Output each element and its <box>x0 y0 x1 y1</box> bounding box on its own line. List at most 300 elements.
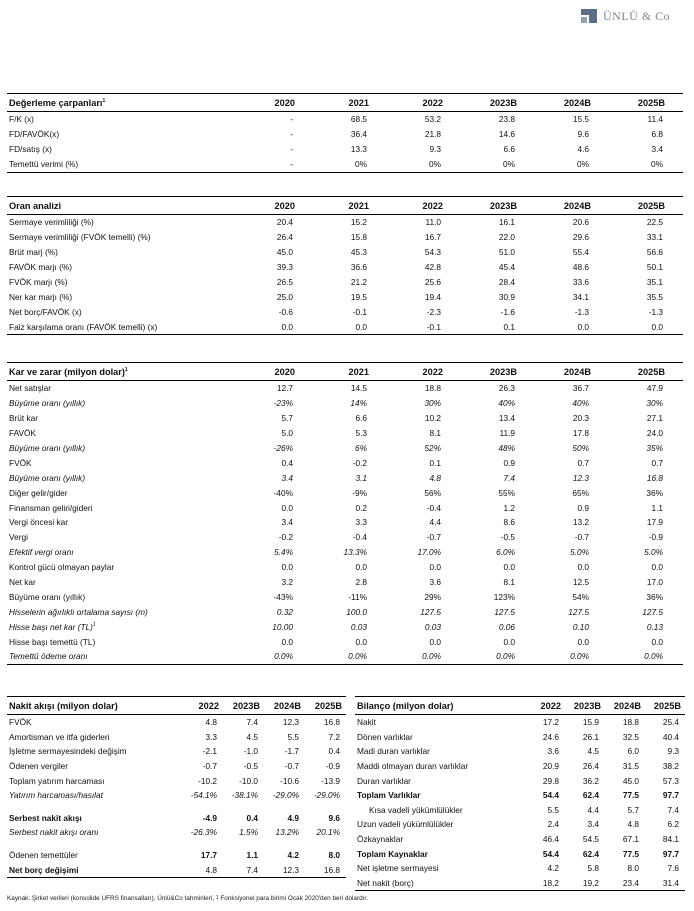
pnl-cell: 36% <box>646 487 663 498</box>
pnl-cell: 17.9 <box>646 517 663 528</box>
balance-row <box>355 715 685 730</box>
ratios-cell: -0.1 <box>352 306 367 317</box>
pnl-cell: 6.0% <box>496 547 515 558</box>
pnl-row <box>7 604 683 619</box>
pnl-cell: 123% <box>493 591 515 602</box>
pnl-cell: -0.7 <box>426 532 441 543</box>
pnl-cell: -23% <box>273 398 293 409</box>
ratios-row-label: Sermaye verimliliği (FVÖK temelli) (%) <box>9 232 151 243</box>
pnl-row-label: Hisse başı net kar (TL)$^1$ <box>9 621 96 632</box>
pnl-cell: 29% <box>424 591 441 602</box>
valuation-row-label: Temettü verimi (%) <box>7 157 239 172</box>
valuation-cell: 6.6 <box>503 144 515 155</box>
pnl-cell: 8.1 <box>503 577 515 588</box>
pnl-row <box>7 485 683 500</box>
valuation-cell: - <box>290 114 293 125</box>
pnl-cell: -0.5 <box>500 532 515 543</box>
spacer-cell <box>7 803 346 811</box>
cashflow-year-header: 2025B <box>305 697 346 715</box>
pnl-cell: 12.3 <box>572 472 589 483</box>
pnl-cell: 17.8 <box>572 428 589 439</box>
balance-row <box>355 817 685 832</box>
balance-cell: 3.4 <box>587 819 599 830</box>
pnl-row <box>7 545 683 560</box>
balance-row <box>355 876 685 891</box>
balance-cell: 7.4 <box>667 804 679 815</box>
pnl-row <box>7 589 683 604</box>
pnl-cell: 30% <box>646 398 663 409</box>
pnl-cell: 3.6 <box>429 577 441 588</box>
pnl-row <box>7 411 683 426</box>
pnl-cell: 0.0 <box>429 562 441 573</box>
valuation-header-row <box>7 94 683 112</box>
pnl-cell: 26.3 <box>498 383 515 394</box>
pnl-cell: 0.0% <box>461 649 535 664</box>
balance-row-label: Toplam Varlıklar <box>357 790 421 801</box>
pnl-cell: 50% <box>572 443 589 453</box>
valuation-cell: 21.8 <box>424 129 441 140</box>
cashflow-cell: 12.3 <box>282 717 299 728</box>
ratios-row <box>7 215 683 230</box>
ratios-cell: 48.6 <box>572 262 589 273</box>
cashflow-row-label: Serbest nakit akışı oranı <box>9 827 99 838</box>
ratios-cell: 56.6 <box>646 247 663 258</box>
valuation-cell: 13.3 <box>350 144 367 155</box>
pnl-cell: 0.0% <box>313 649 387 664</box>
pnl-cell: 0.0 <box>355 636 367 647</box>
pnl-cell: 17.0 <box>646 577 663 588</box>
ratios-row-label: FVÖK marjı (%) <box>9 277 68 287</box>
ratios-cell: 11.0 <box>425 217 441 228</box>
ratios-row <box>7 260 683 275</box>
ratios-cell: -1.6 <box>500 306 515 317</box>
cashflow-cell: 9.6 <box>328 812 340 823</box>
pnl-cell: 6% <box>355 443 367 453</box>
pnl-cell: -0.2 <box>278 532 293 543</box>
pnl-row-label: Büyüme oranı (yıllık) <box>9 472 86 483</box>
ratios-cell: 45.3 <box>350 247 367 258</box>
pnl-cell: 56% <box>424 487 441 498</box>
cashflow-row-label: Ödenen temettüler <box>9 850 78 861</box>
valuation-row <box>7 157 683 172</box>
pnl-cell: 0.03 <box>350 621 367 632</box>
cashflow-cell: 7.2 <box>328 731 340 742</box>
pnl-cell: 5.7 <box>281 413 293 424</box>
ratios-year-header: 2023B <box>461 197 535 215</box>
balance-cell: 6.2 <box>667 819 679 830</box>
ratios-cell: 15.8 <box>350 232 367 243</box>
cashflow-year-header: 2024B <box>264 697 305 715</box>
pnl-cell: 5.0% <box>570 547 589 558</box>
footnote-text: Kaynak: Şirket verileri (konsolide UFRS finansalları), Ünlü&Co tahminleri, <box>7 895 215 902</box>
valuation-row <box>7 127 683 142</box>
cashflow-cell: -10.0 <box>239 775 258 786</box>
ratios-row-label: Brüt marj (%) <box>9 247 58 258</box>
pnl-cell: 0.0 <box>577 636 589 647</box>
valuation-year-header: 2020 <box>239 94 313 112</box>
pnl-cell: 24.0 <box>646 428 663 439</box>
cashflow-row-label: Amortisman ve itfa giderleri <box>9 731 110 742</box>
pnl-row <box>7 515 683 530</box>
pnl-cell: 5.0% <box>644 547 663 558</box>
balance-row-label: Kısa vadeli yükümlülükler <box>369 804 463 815</box>
valuation-cell: 14.6 <box>498 129 515 140</box>
ratios-cell: 28.4 <box>498 277 515 287</box>
pnl-cell: 0.0 <box>355 562 367 573</box>
balance-cell: 25.4 <box>662 717 679 728</box>
valuation-cell: 6.8 <box>651 129 663 140</box>
cashflow-year-header: 2023B <box>223 697 264 715</box>
ratios-cell: 15.2 <box>350 217 367 228</box>
balance-cell: 54.5 <box>582 834 599 845</box>
footnote-sup: 1 <box>215 895 219 901</box>
pnl-cell: 127.5 <box>494 606 515 617</box>
cashflow-cell: -10.2 <box>198 775 217 786</box>
balance-row <box>355 744 685 759</box>
balance-cell: 18.8 <box>622 717 639 728</box>
ratios-cell: 35.5 <box>646 291 663 302</box>
pnl-year-header: 2020 <box>239 363 313 381</box>
balance-cell: 97.7 <box>662 848 679 859</box>
pnl-row <box>7 426 683 441</box>
cashflow-cell: 1.5% <box>239 827 258 838</box>
pnl-row <box>7 649 683 664</box>
ratios-cell: -0.6 <box>278 306 293 317</box>
cashflow-cell: 16.8 <box>323 717 340 728</box>
balance-cell: 4.8 <box>627 819 639 830</box>
source-footnote <box>7 895 368 902</box>
cashflow-cell: -0.5 <box>243 761 258 772</box>
valuation-year-header: 2023B <box>461 94 535 112</box>
balance-cell: 31.4 <box>645 876 685 891</box>
balance-cell: 32.5 <box>622 731 639 742</box>
cashflow-row-label: Serbest nakit akışı <box>9 812 82 823</box>
pnl-cell: -0.2 <box>352 457 367 468</box>
pnl-row <box>7 530 683 545</box>
pnl-cell: 0.0 <box>503 636 515 647</box>
pnl-cell: 65% <box>572 487 589 498</box>
cashflow-row-label: Yatırım harcaması/hasılat <box>9 790 103 801</box>
pnl-row-label: Vergi öncesi kar <box>9 517 69 528</box>
ratios-cell: 30.9 <box>498 291 515 302</box>
ratios-year-header: 2021 <box>313 197 387 215</box>
cashflow-cell: 20.1% <box>316 827 340 838</box>
balance-cell: 5.8 <box>587 863 599 874</box>
valuation-year-header: 2024B <box>535 94 609 112</box>
balance-cell: 15.9 <box>582 717 599 728</box>
cashflow-cell: 3.3 <box>205 731 217 742</box>
pnl-row-label: FVÖK <box>9 457 32 468</box>
valuation-cell: 53.2 <box>424 114 441 125</box>
ratios-cell: 51.0 <box>498 247 515 258</box>
balance-cell: 26.1 <box>582 731 599 742</box>
pnl-row-label: Net satışlar <box>9 383 51 394</box>
cashflow-cell: 12.3 <box>264 862 305 877</box>
pnl-cell: 4.4 <box>429 517 441 528</box>
ratios-cell: 0.1 <box>461 319 535 334</box>
balance-row-label: Dönen varlıklar <box>357 731 413 742</box>
pnl-cell: 54% <box>572 591 589 602</box>
pnl-cell: 0.7 <box>577 457 589 468</box>
pnl-cell: 35% <box>646 443 663 453</box>
ratios-row-label: Sermaye verimliliği (%) <box>9 217 94 228</box>
valuation-year-header: 2022 <box>387 94 461 112</box>
ratios-row <box>7 319 683 334</box>
ratios-cell: -0.1 <box>387 319 461 334</box>
cashflow-cell: 7.4 <box>223 862 264 877</box>
balance-cell: 45.0 <box>622 775 639 786</box>
pnl-row-label: FAVÖK <box>9 428 37 439</box>
pnl-row <box>7 455 683 470</box>
pnl-cell: 47.9 <box>646 383 663 394</box>
valuation-cell: 3.4 <box>651 144 663 155</box>
spacer-row <box>7 840 346 848</box>
balance-row-label: Uzun vadeli yükümlülükler <box>357 819 454 830</box>
balance-cell: 6.0 <box>627 746 639 757</box>
balance-cell: 29.8 <box>542 775 559 786</box>
balance-cell: 84.1 <box>662 834 679 845</box>
cashflow-cell: -0.7 <box>284 761 299 772</box>
ratios-cell: 0.0 <box>535 319 609 334</box>
ratios-cell: -2.3 <box>426 306 441 317</box>
cashflow-cell: -0.9 <box>325 761 340 772</box>
brand-name: ÜNLÜ & Co <box>603 9 671 23</box>
ratios-cell: 35.1 <box>646 277 663 287</box>
pnl-cell: 0.0 <box>503 562 515 573</box>
ratios-cell: 25.6 <box>424 277 441 287</box>
pnl-cell: 18.8 <box>424 383 441 394</box>
pnl-cell: -0.4 <box>426 502 441 513</box>
ratios-row <box>7 289 683 304</box>
balance-title: Bilanço (milyon dolar) <box>355 697 525 715</box>
ratios-cell: 16.7 <box>424 232 441 243</box>
pnl-header-row <box>7 363 683 381</box>
pnl-row <box>7 381 683 396</box>
ratios-year-header: 2022 <box>387 197 461 215</box>
pnl-cell: 0.2 <box>355 502 367 513</box>
cashflow-row <box>7 773 346 788</box>
ratios-cell: 0.0 <box>239 319 313 334</box>
balance-cell: 2.4 <box>547 819 559 830</box>
pnl-row <box>7 560 683 575</box>
ratios-cell: 19.4 <box>424 291 441 302</box>
pnl-year-header: 2021 <box>313 363 387 381</box>
pnl-cell: -9% <box>352 487 367 498</box>
brand-logo <box>580 6 690 28</box>
balance-row-label: Maddi olmayan duran varlıklar <box>357 761 469 772</box>
pnl-cell: 0.0% <box>387 649 461 664</box>
balance-cell: 24.6 <box>542 731 559 742</box>
balance-cell: 26.4 <box>582 761 599 772</box>
balance-year-header: 2023B <box>565 697 605 715</box>
balance-row-label: Toplam Kaynaklar <box>357 848 428 859</box>
ratios-title: Oran analizi <box>7 197 239 215</box>
balance-cell: 54.4 <box>542 790 559 801</box>
pnl-cell: 55% <box>498 487 515 498</box>
pnl-row <box>7 575 683 590</box>
balance-cell: 4.2 <box>547 863 559 874</box>
valuation-row-label: FD/FAVÖK(x) <box>9 129 60 140</box>
cashflow-row <box>7 759 346 774</box>
pnl-cell: 48% <box>498 443 515 453</box>
pnl-cell: 8.1 <box>429 428 441 439</box>
cashflow-cell: 5.5 <box>287 731 299 742</box>
pnl-cell: 7.4 <box>503 472 515 483</box>
balance-row-label: Net nakit (borç) <box>355 876 525 891</box>
valuation-year-header: 2021 <box>313 94 387 112</box>
pnl-cell: 5.4% <box>274 547 293 558</box>
pnl-cell: 13.2 <box>572 517 589 528</box>
balance-cell: 40.4 <box>662 731 679 742</box>
ratios-row-label: Net borç/FAVÖK (x) <box>9 306 82 317</box>
pnl-cell: 0.0% <box>535 649 609 664</box>
valuation-cell: 68.5 <box>350 114 367 125</box>
balance-cell: 97.7 <box>662 790 679 801</box>
pnl-cell: 0.0 <box>281 502 293 513</box>
valuation-row-label: F/K (x) <box>9 114 34 125</box>
balance-cell: 77.5 <box>622 848 639 859</box>
balance-row <box>355 759 685 774</box>
cashflow-row <box>7 715 346 730</box>
pnl-cell: 127.5 <box>420 606 441 617</box>
balance-cell: 17.2 <box>542 717 559 728</box>
valuation-title-sup: 1 <box>102 97 106 104</box>
pnl-title-sup: 1 <box>124 366 128 373</box>
cashflow-cell: -10.6 <box>280 775 299 786</box>
cashflow-cell: 8.0 <box>328 850 340 861</box>
cashflow-row <box>7 825 346 840</box>
pnl-cell: 16.8 <box>646 472 663 483</box>
ratios-cell: 0.0 <box>609 319 683 334</box>
pnl-cell: 0.0 <box>429 636 441 647</box>
valuation-cell: - <box>290 144 293 155</box>
ratios-cell: 50.1 <box>646 262 663 273</box>
pnl-cell: 3.1 <box>355 472 367 483</box>
cashflow-cell: 17.7 <box>200 850 217 861</box>
pnl-cell: 0.0% <box>609 649 683 664</box>
pnl-cell: 17.0% <box>417 547 441 558</box>
ratios-row <box>7 230 683 245</box>
pnl-cell: 0.1 <box>429 457 441 468</box>
pnl-cell: 30% <box>424 398 441 409</box>
cashflow-row <box>7 811 346 826</box>
cashflow-cell: -29.0% <box>313 790 340 801</box>
balance-cell: 23.4 <box>605 876 645 891</box>
pnl-cell: 20.3 <box>572 413 589 424</box>
pnl-cell: -0.9 <box>648 532 663 543</box>
balance-cell: 31.5 <box>622 761 639 772</box>
pnl-cell: 0.0 <box>651 562 663 573</box>
ratios-cell: 26.5 <box>276 277 293 287</box>
pnl-title: Kar ve zarar (milyon dolar)$^1$ <box>7 363 239 381</box>
pnl-row-label: Kontrol gücü olmayan paylar <box>9 562 115 573</box>
pnl-cell: 0.13 <box>646 621 663 632</box>
valuation-cell: - <box>290 129 293 140</box>
cashflow-row-label: İşletme sermayesindeki değişim <box>9 746 127 757</box>
ratios-cell: 0.0 <box>313 319 387 334</box>
balance-row-label: Özkaynaklar <box>357 834 404 845</box>
balance-row <box>355 788 685 803</box>
balance-cell: 8.0 <box>627 863 639 874</box>
pnl-cell: 0.06 <box>498 621 515 632</box>
ratios-cell: 21.2 <box>350 277 367 287</box>
pnl-cell: -26% <box>273 443 293 453</box>
ratios-cell: -1.3 <box>648 306 663 317</box>
pnl-cell: 1.1 <box>651 502 663 513</box>
pnl-cell: -0.7 <box>574 532 589 543</box>
ratios-cell: 25.0 <box>276 291 293 302</box>
ratios-row-label: FAVÖK marjı (%) <box>9 262 72 273</box>
pnl-table <box>7 362 683 665</box>
pnl-cell: 3.2 <box>281 577 293 588</box>
pnl-cell: 127.5 <box>568 606 589 617</box>
ratios-year-header: 2025B <box>609 197 683 215</box>
balance-row-label: Madi duran varlıklar <box>357 746 430 757</box>
pnl-cell: 1.2 <box>503 502 515 513</box>
balance-cell: 57.3 <box>662 775 679 786</box>
cashflow-cell: 4.2 <box>287 850 299 861</box>
cashflow-row-label: Net borç değişimi <box>7 862 182 877</box>
balance-cell: 4.4 <box>587 804 599 815</box>
balance-cell: 36.2 <box>582 775 599 786</box>
pnl-row-label: Hisse başı temettü (TL) <box>9 636 96 647</box>
ratios-cell: 29.6 <box>572 232 589 243</box>
pnl-cell: 27.1 <box>646 413 663 424</box>
pnl-row <box>7 470 683 485</box>
ratios-cell: 20.6 <box>572 217 589 228</box>
spacer-row <box>7 803 346 811</box>
pnl-cell: -11% <box>348 591 367 602</box>
cashflow-row <box>7 862 346 877</box>
pnl-cell: 4.8 <box>429 472 441 483</box>
pnl-cell: 36% <box>646 591 663 602</box>
cashflow-cell: -26.3% <box>190 827 217 838</box>
valuation-cell: 0% <box>313 157 387 172</box>
pnl-cell: 0.7 <box>651 457 663 468</box>
balance-row-label: Duran varlıklar <box>357 775 411 786</box>
valuation-title: Değerleme çarpanları$^1$ <box>7 94 239 112</box>
pnl-row-label: Brüt kar <box>9 413 39 424</box>
ratios-cell: -1.3 <box>574 306 589 317</box>
valuation-row-label: FD/satış (x) <box>9 144 52 155</box>
pnl-year-header: 2025B <box>609 363 683 381</box>
ratios-row-label: Ner kar marjı (%) <box>9 291 73 302</box>
balance-cell: 77.5 <box>622 790 639 801</box>
ratios-cell: 33.1 <box>646 232 663 243</box>
pnl-year-header: 2024B <box>535 363 609 381</box>
valuation-cell: 0% <box>461 157 535 172</box>
pnl-cell: 3.4 <box>281 472 293 483</box>
balance-cell: 5.7 <box>627 804 639 815</box>
cashflow-cell: 16.8 <box>305 862 346 877</box>
balance-cell: 38.2 <box>662 761 679 772</box>
cashflow-row <box>7 848 346 863</box>
cashflow-cell: 4.9 <box>287 812 299 823</box>
valuation-row <box>7 112 683 127</box>
cashflow-cell: -38.1% <box>231 790 258 801</box>
pnl-row <box>7 441 683 456</box>
ratios-header-row <box>7 197 683 215</box>
cashflow-cell: 4.5 <box>246 731 258 742</box>
balance-cell: 9.3 <box>667 746 679 757</box>
ratios-cell: 22.5 <box>646 217 663 228</box>
pnl-row-label: Diğer gelir/gider <box>9 487 68 498</box>
brand-mark-icon <box>580 8 598 24</box>
balance-year-header: 2025B <box>645 697 685 715</box>
pnl-cell: 3.3 <box>355 517 367 528</box>
cashflow-cell: -13.9 <box>321 775 340 786</box>
cashflow-year-header: 2022 <box>182 697 223 715</box>
